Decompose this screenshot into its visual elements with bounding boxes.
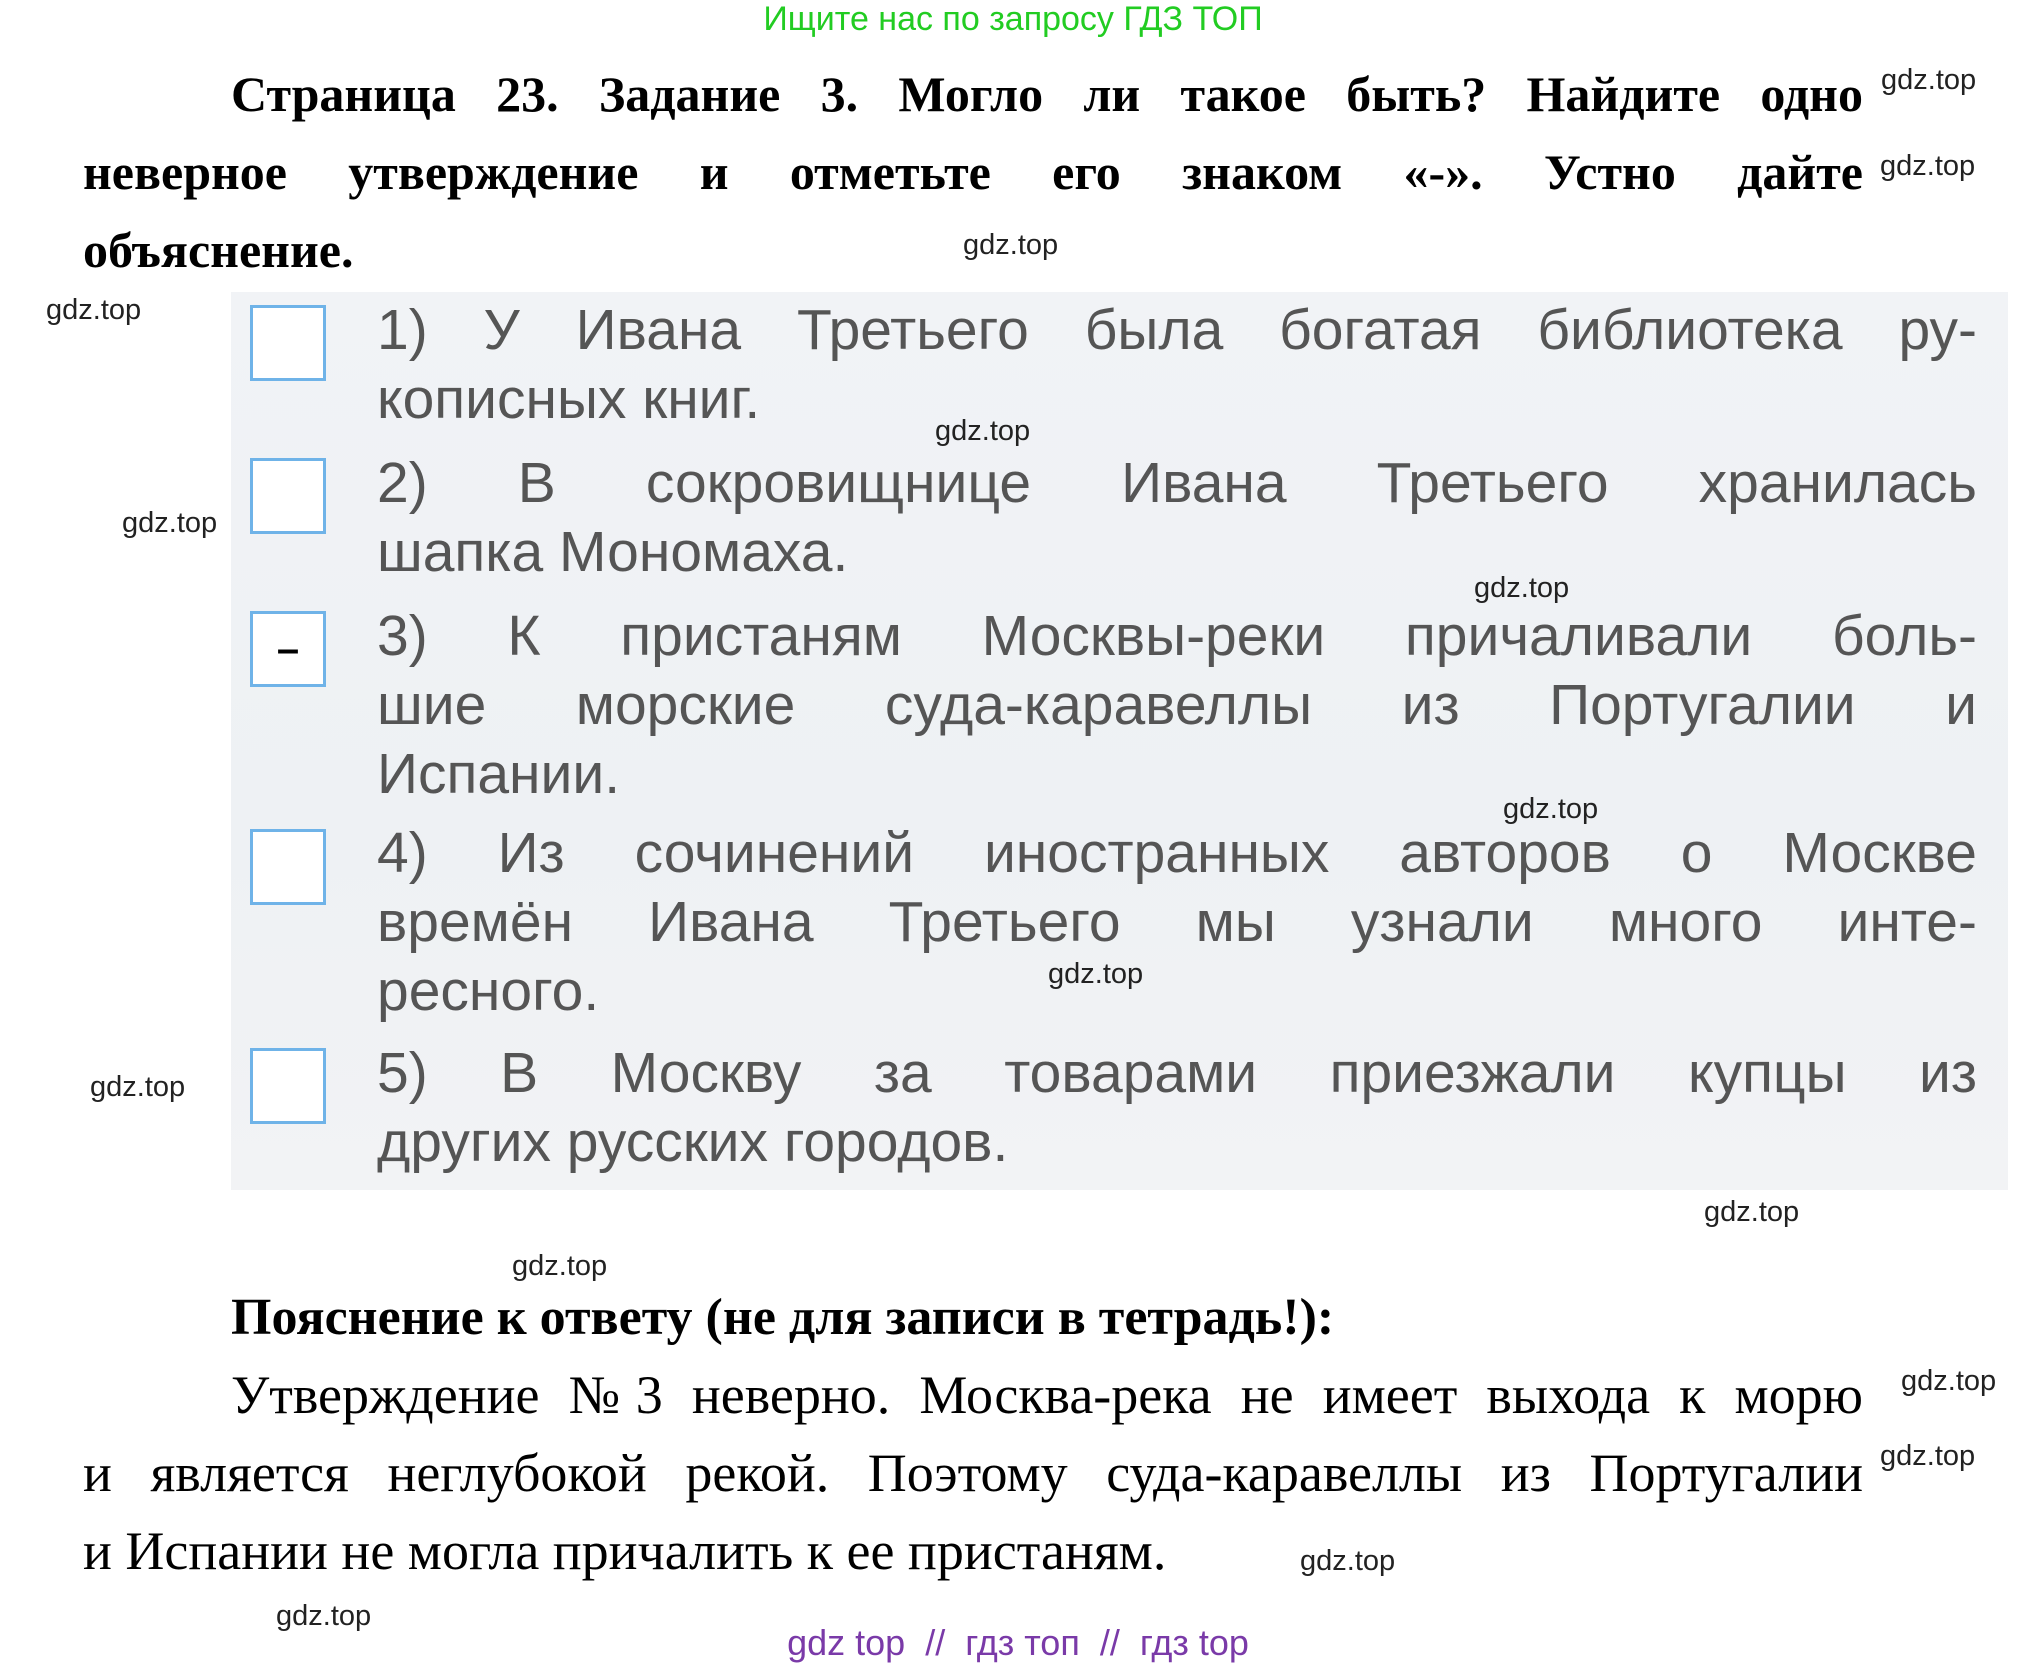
explanation-line: и Испании не могла причалить к ее пристаням. [83, 1521, 1167, 1581]
checkbox-item-2[interactable] [250, 458, 326, 534]
watermark: gdz.top [1881, 64, 1977, 96]
statement-line: 5) В Москву за товарами приезжали купцы из [377, 1041, 1977, 1105]
title-line: Страница 23. Задание 3. Могло ли такое быть? Найдите одно [231, 66, 1863, 122]
watermark: gdz.top [1901, 1365, 1997, 1397]
statement-item-2 [377, 449, 1977, 587]
statement-item-4 [377, 819, 1977, 1026]
statement-item-3 [377, 602, 1977, 809]
watermark: gdz.top [46, 294, 142, 326]
statement-line: других русских городов. [377, 1110, 1009, 1174]
watermark: gdz.top [935, 415, 1031, 447]
watermark: gdz.top [963, 229, 1059, 261]
watermark: gdz.top [1880, 1440, 1976, 1472]
statement-line: времён Ивана Третьего мы узнали много инте- [377, 890, 1977, 954]
statement-line: 3) К пристаням Москвы-реки причаливали боль- [377, 604, 1977, 668]
title-line: неверное утверждение и отметьте его знаком «-». Устно дайте [83, 144, 1863, 200]
footer-links[interactable]: gdz top // гдз топ // гдз top [787, 1622, 1249, 1663]
statement-line: 2) В сокровищнице Ивана Третьего хранилась [377, 451, 1977, 515]
watermark: gdz.top [1704, 1196, 1800, 1228]
statement-line: шапка Мономаха. [377, 520, 849, 584]
watermark: gdz.top [1503, 793, 1599, 825]
statement-item-5 [377, 1039, 1977, 1177]
watermark: gdz.top [90, 1071, 186, 1103]
search-hint-link[interactable]: Ищите нас по запросу ГДЗ ТОП [763, 0, 1263, 38]
watermark: gdz.top [1880, 150, 1976, 182]
title-line: объяснение. [83, 222, 354, 278]
statement-line: 1) У Ивана Третьего была богатая библиотека ру- [377, 298, 1977, 362]
watermark: gdz.top [276, 1600, 372, 1632]
watermark: gdz.top [512, 1250, 608, 1282]
watermark: gdz.top [122, 507, 218, 539]
statement-line: 4) Из сочинений иностранных авторов о Москве [377, 821, 1977, 885]
explanation-line: Утверждение №3 неверно. Москва-река не имеет выхода к морю [231, 1365, 1863, 1425]
explanation-text [83, 1362, 1863, 1596]
explanation-line: и является неглубокой рекой. Поэтому суда-каравеллы из Португалии [83, 1443, 1863, 1503]
checkbox-item-5[interactable] [250, 1048, 326, 1124]
explanation-heading: Пояснение к ответу (не для записи в тетрадь!): [231, 1289, 1335, 1346]
watermark: gdz.top [1048, 958, 1144, 990]
statement-line: Испании. [377, 742, 621, 806]
statement-line: ресного. [377, 959, 600, 1023]
checkbox-item-1[interactable] [250, 305, 326, 381]
watermark: gdz.top [1474, 572, 1570, 604]
statement-line: кописных книг. [377, 367, 761, 431]
statement-line: шие морские суда-каравеллы из Португалии и [377, 673, 1977, 737]
checkbox-item-3[interactable]: – [250, 611, 326, 687]
checkbox-item-4[interactable] [250, 829, 326, 905]
statement-item-1 [377, 296, 1977, 434]
watermark: gdz.top [1300, 1545, 1396, 1577]
